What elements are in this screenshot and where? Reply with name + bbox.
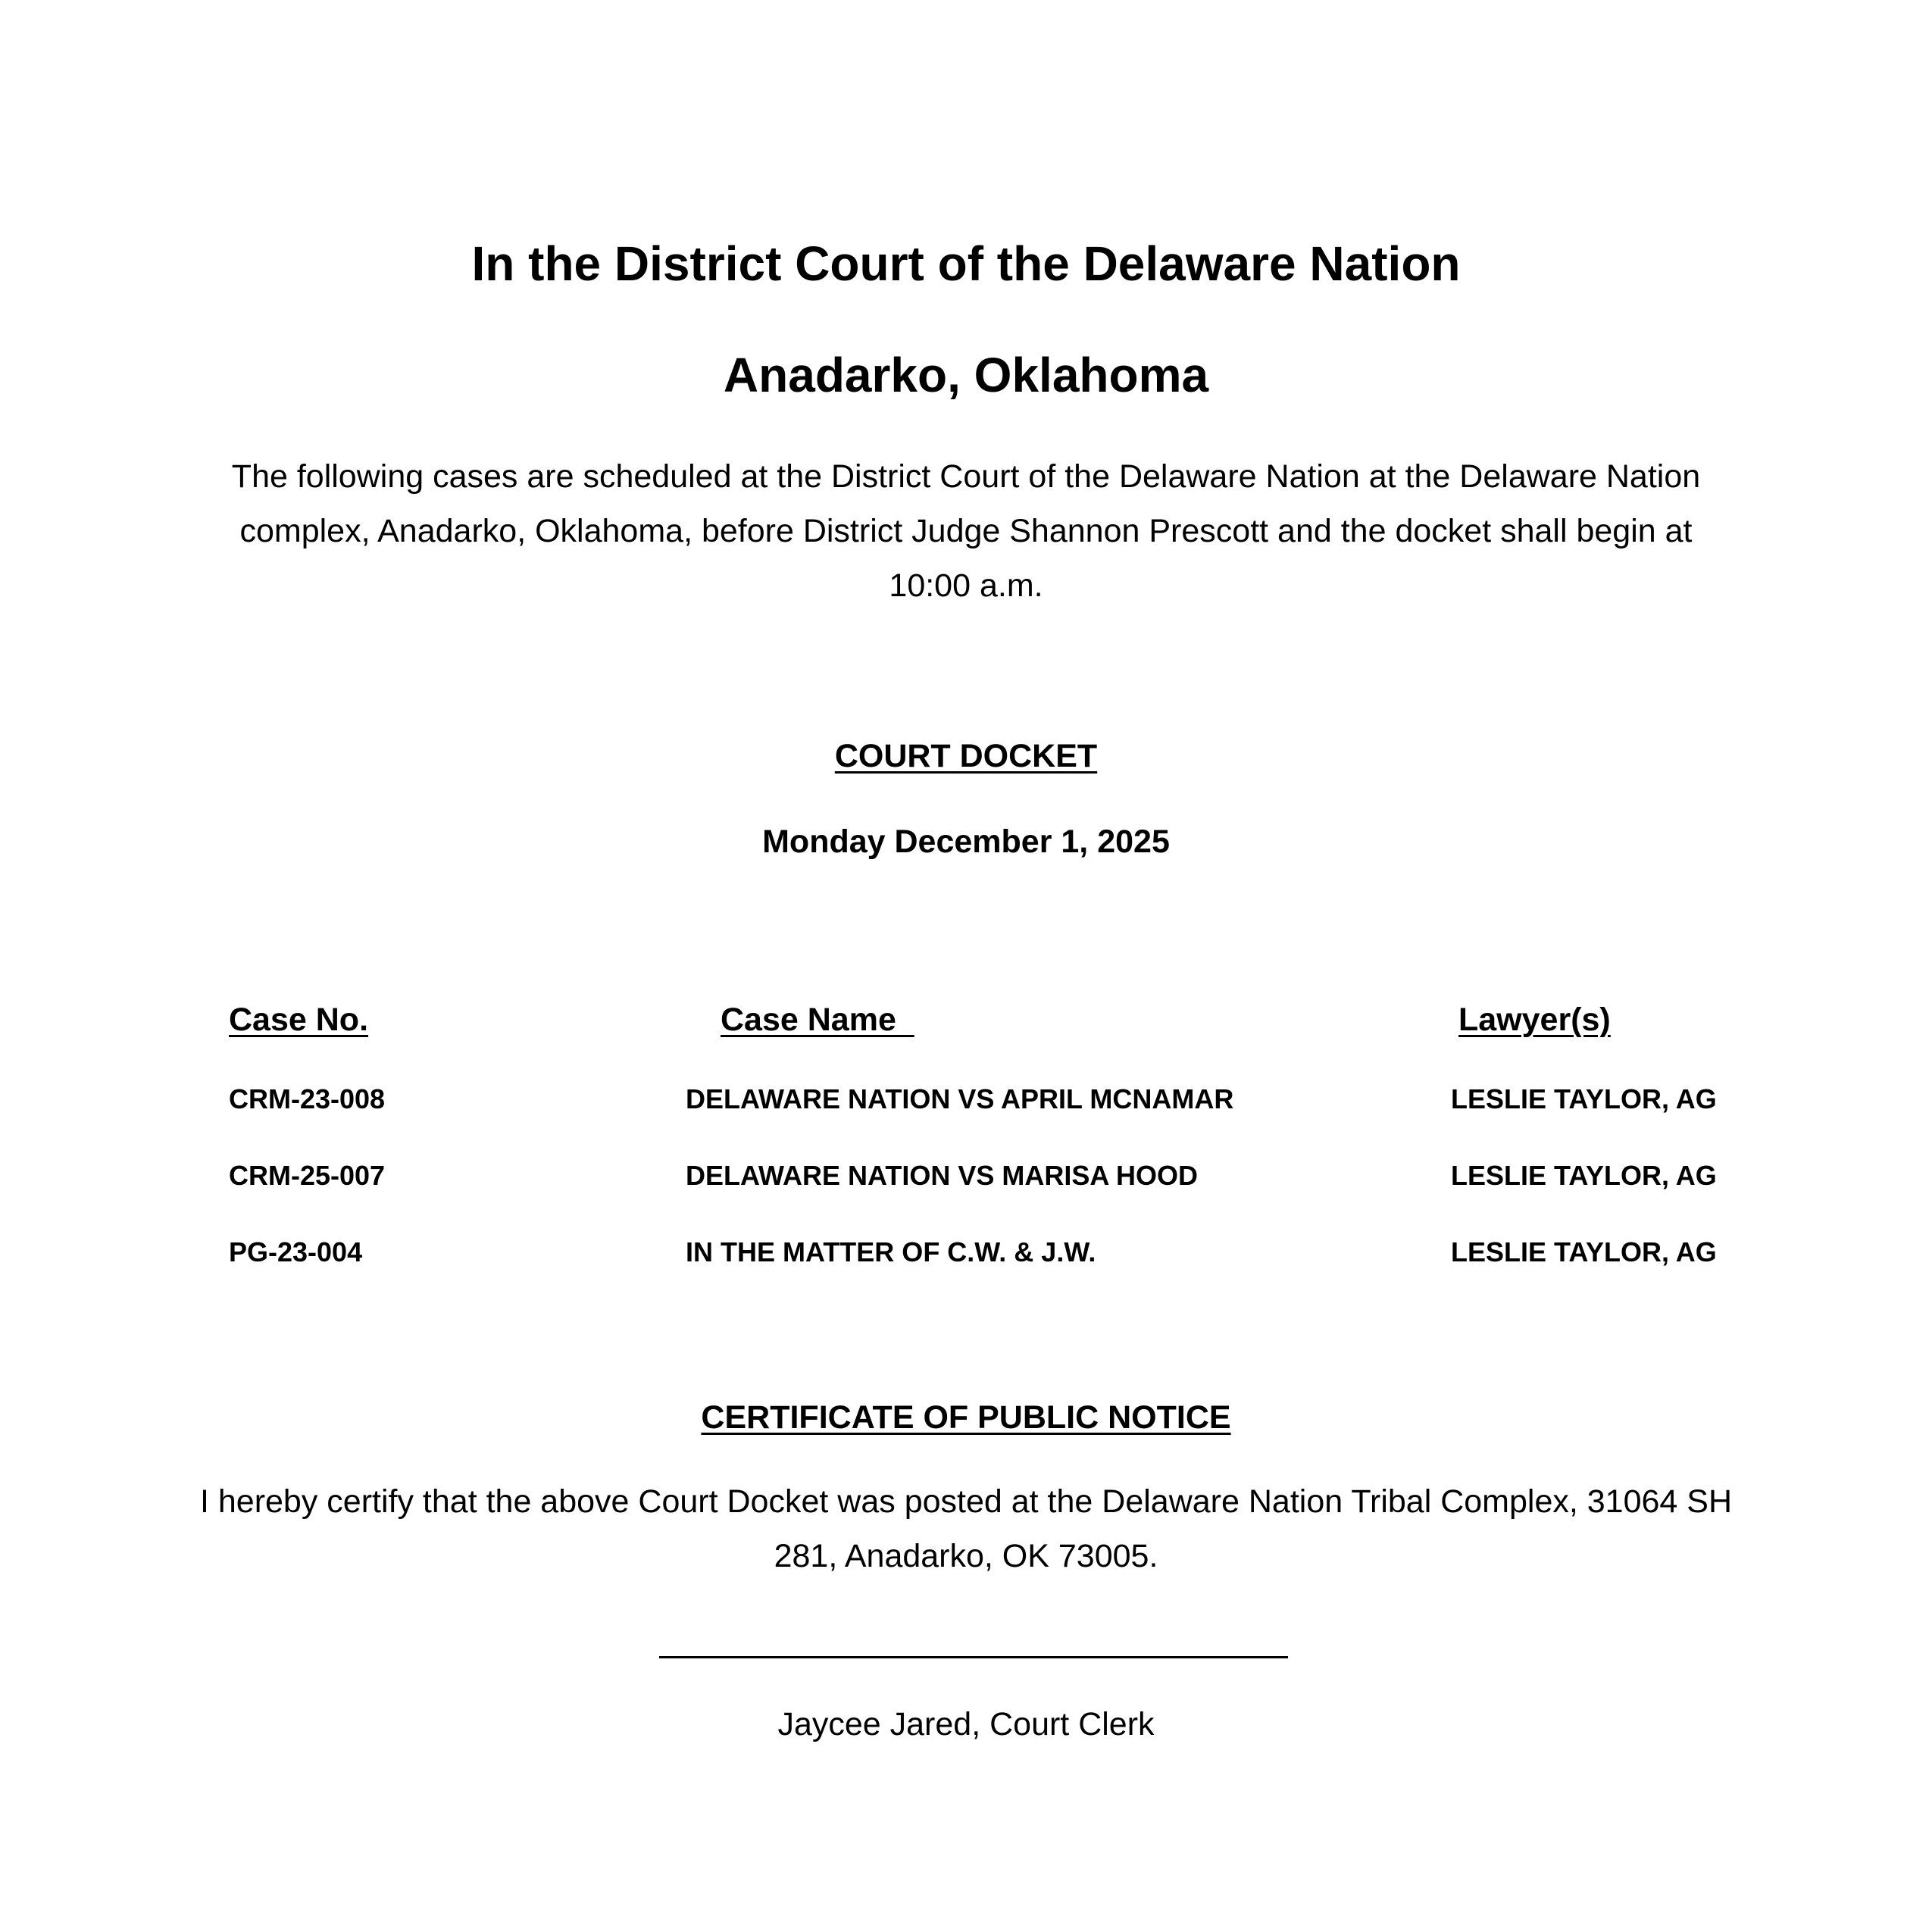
certificate-text: I hereby certify that the above Court Docket was posted at the Delaware Nation Tribal Complex, 31064 SH 281, Anadarko, OK 73005.: [199, 1483, 1733, 1574]
column-header-case-name: Case Name: [721, 1002, 914, 1038]
clerk-name: Jaycee Jared, Court Clerk: [777, 1706, 1155, 1742]
row-1-lawyers: LESLIE TAYLOR, AG: [1451, 1083, 1717, 1114]
docket-heading-text: COURT DOCKET: [834, 738, 1098, 774]
docket-date: Monday December 1, 2025: [762, 824, 1170, 860]
column-header-case-no: Case No.: [229, 1002, 369, 1038]
docket-heading: [0, 735, 1932, 777]
column-header-lawyers: Lawyer(s): [1458, 1002, 1611, 1038]
court-location: Anadarko, Oklahoma: [723, 348, 1209, 402]
certificate-heading-text: CERTIFICATE OF PUBLIC NOTICE: [701, 1399, 1231, 1436]
row-3-case-no: PG-23-004: [229, 1236, 363, 1267]
row-2-case-name: DELAWARE NATION VS MARISA HOOD: [686, 1160, 1199, 1191]
intro-paragraph: The following cases are scheduled at the District Court of the Delaware Nation at the Delaware Nation complex, Anadarko, Oklahoma, before District Judge Shannon Prescott and the docket shall begin at 10:00 a.m.: [231, 458, 1701, 604]
row-3-lawyers: LESLIE TAYLOR, AG: [1451, 1236, 1717, 1267]
court-title: In the District Court of the Delaware Nation: [471, 236, 1461, 291]
certificate-heading: [0, 1396, 1932, 1439]
row-3-case-name: IN THE MATTER OF C.W. & J.W.: [686, 1236, 1096, 1267]
signature-line: [659, 1656, 1288, 1658]
row-1-case-name: DELAWARE NATION VS APRIL MCNAMAR: [686, 1083, 1234, 1114]
row-2-lawyers: LESLIE TAYLOR, AG: [1451, 1160, 1717, 1191]
row-1-case-no: CRM-23-008: [229, 1083, 386, 1114]
row-2-case-no: CRM-25-007: [229, 1160, 386, 1191]
